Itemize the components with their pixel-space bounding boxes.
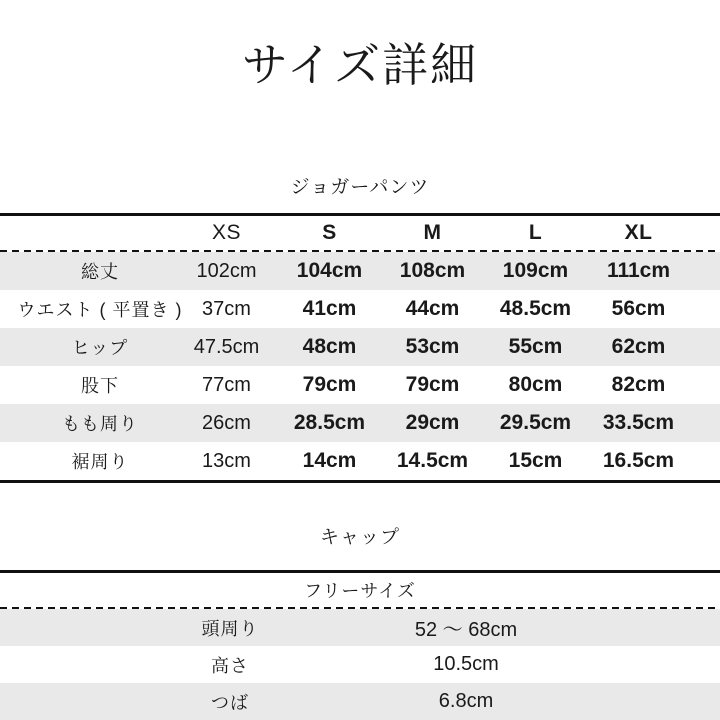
- cell-value: 44cm: [405, 297, 460, 320]
- spacer: [577, 609, 720, 646]
- free-size-header: フリーサイズ: [304, 581, 416, 601]
- cell-value: 47.5cm: [193, 335, 260, 358]
- spacer: [0, 442, 25, 480]
- cap-size-header-row: [0, 573, 720, 607]
- size-header-xs: XS: [211, 221, 241, 244]
- pants-size-header-row: [0, 216, 720, 250]
- spacer: [577, 646, 720, 683]
- cell-value: 77cm: [202, 373, 251, 396]
- table-row-brim: [0, 683, 720, 720]
- table-row-total-length: [0, 252, 720, 290]
- cell-value: 79cm: [405, 373, 460, 396]
- pants-size-table: [0, 213, 720, 483]
- size-header-l: L: [528, 221, 543, 244]
- spacer: [0, 646, 105, 683]
- spacer: [0, 609, 105, 646]
- table-row-height: [0, 646, 720, 683]
- cell-value: 108cm: [399, 259, 466, 282]
- row-label: 頭周り: [201, 618, 259, 639]
- cap-section-title: キャップ: [319, 527, 400, 548]
- table-row-hip: [0, 328, 720, 366]
- row-label: 高さ: [211, 655, 249, 676]
- cell-value: 29.5cm: [499, 411, 572, 434]
- spacer: [0, 216, 25, 250]
- cell-value: 16.5cm: [602, 449, 675, 472]
- row-label: ウエスト ( 平置き ): [17, 300, 183, 320]
- row-label: もも周り: [62, 414, 138, 434]
- cell-value: 62cm: [611, 335, 666, 358]
- row-label: 総丈: [81, 262, 119, 282]
- table-row-head-circumference: [0, 609, 720, 646]
- cell-value: 13cm: [202, 449, 251, 472]
- cell-value: 48.5cm: [499, 297, 572, 320]
- cell-value: 29cm: [405, 411, 460, 434]
- spacer: [577, 683, 720, 720]
- page-title: サイズ詳細: [241, 39, 479, 91]
- cell-value: 109cm: [502, 259, 569, 282]
- spacer: [0, 404, 25, 442]
- cell-value: 14.5cm: [396, 449, 469, 472]
- cell-value: 28.5cm: [293, 411, 366, 434]
- cell-value: 55cm: [508, 335, 563, 358]
- size-header-m: M: [423, 221, 442, 244]
- spacer: [0, 366, 25, 404]
- cell-value: 10.5cm: [433, 653, 499, 675]
- cell-value: 26cm: [202, 411, 251, 434]
- spacer: [0, 683, 105, 720]
- cell-value: 41cm: [302, 297, 357, 320]
- row-label: 股下: [81, 376, 119, 396]
- size-header-s: S: [322, 221, 337, 244]
- row-label: つば: [211, 692, 249, 713]
- spacer: [0, 252, 25, 290]
- cap-size-table: [0, 570, 720, 720]
- cell-value: 104cm: [296, 259, 363, 282]
- cell-value: 53cm: [405, 335, 460, 358]
- spacer: [0, 328, 25, 366]
- cell-value: 37cm: [202, 297, 251, 320]
- cell-value: 80cm: [508, 373, 563, 396]
- cell-value: 6.8cm: [438, 690, 494, 712]
- cell-value: 48cm: [302, 335, 357, 358]
- table-bottom-rule: [0, 480, 720, 483]
- spacer: [25, 216, 175, 250]
- cell-value: 102cm: [196, 259, 257, 282]
- cell-value: 82cm: [611, 373, 666, 396]
- cell-value: 111cm: [606, 259, 671, 282]
- cell-value: 79cm: [302, 373, 357, 396]
- cell-value: 56cm: [611, 297, 666, 320]
- row-label: 裾周り: [71, 452, 129, 472]
- size-header-xl: XL: [624, 221, 653, 244]
- table-row-hem: [0, 442, 720, 480]
- cell-value: 15cm: [508, 449, 563, 472]
- cell-value: 14cm: [302, 449, 357, 472]
- cell-value: 52 ～ 68cm: [414, 619, 518, 641]
- table-row-inseam: [0, 366, 720, 404]
- table-row-waist: [0, 290, 720, 328]
- cell-value: 33.5cm: [602, 411, 675, 434]
- table-row-thigh: [0, 404, 720, 442]
- pants-section-title: ジョガーパンツ: [290, 177, 430, 198]
- row-label: ヒップ: [71, 338, 129, 358]
